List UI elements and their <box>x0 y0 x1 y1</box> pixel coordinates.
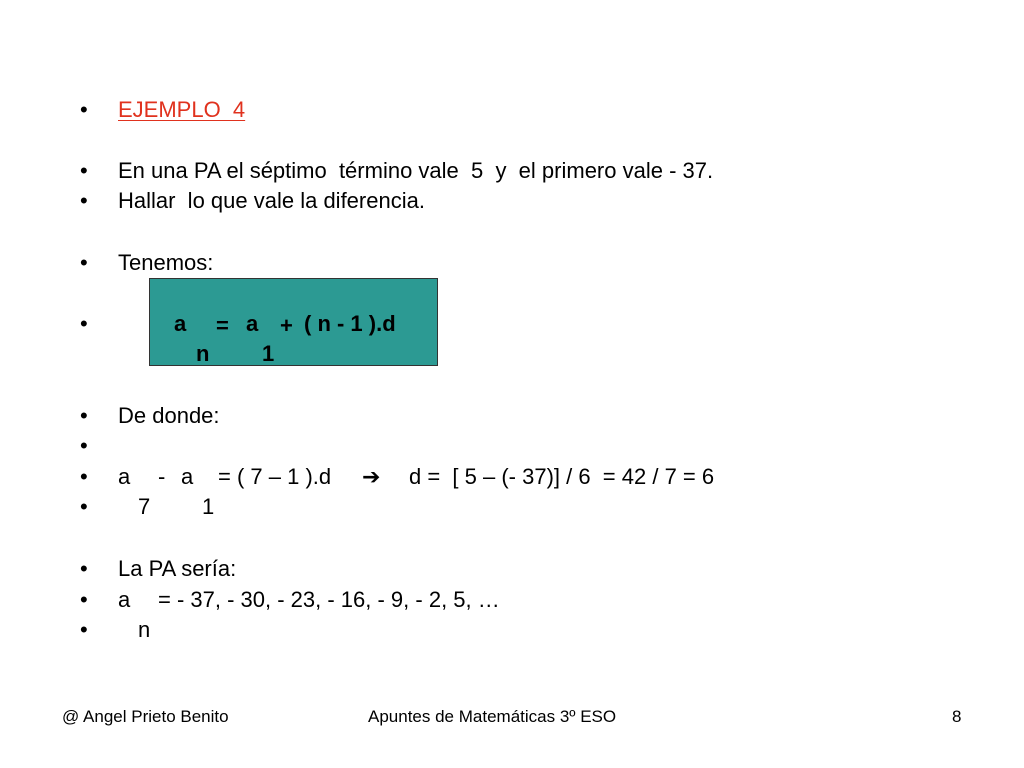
bullet-icon: • <box>80 617 88 642</box>
bullet-icon: • <box>80 188 88 213</box>
sequence-values: = - 37, - 30, - 23, - 16, - 9, - 2, 5, … <box>158 587 500 612</box>
bullet-icon: • <box>80 433 88 458</box>
footer-author: @ Angel Prieto Benito <box>62 707 229 726</box>
bullet-icon: • <box>80 158 88 183</box>
formula-equals: = <box>216 313 229 338</box>
calc-rhs: = ( 7 – 1 ).d <box>218 464 332 489</box>
formula-plus: + <box>280 313 293 338</box>
calc-minus: - <box>158 464 166 489</box>
formula-rest: ( n - 1 ).d <box>304 311 396 336</box>
calc-a1: a <box>181 464 194 489</box>
formula-subscript-1: 1 <box>262 341 275 366</box>
tenemos-text: Tenemos: <box>118 250 214 275</box>
statement-line-1 <box>0 156 714 186</box>
bullet-icon: • <box>80 311 88 336</box>
bullet-icon: • <box>80 464 88 489</box>
calc-a7: a <box>118 464 131 489</box>
formula-subscript-n: n <box>196 341 210 366</box>
calc-subscript-line <box>0 492 215 522</box>
formula-a1: a <box>246 311 259 336</box>
title-line <box>0 95 246 125</box>
calc-subscript-1: 1 <box>202 494 215 519</box>
la-pa-text: La PA sería: <box>118 556 237 581</box>
de-donde-line <box>0 401 220 431</box>
formula-box <box>149 278 438 366</box>
arrow-right-icon: ➔ <box>362 464 381 489</box>
empty-bullet-line <box>0 431 88 461</box>
calc-line <box>0 462 715 492</box>
calc-result: d = [ 5 – (- 37)] / 6 = 42 / 7 = 6 <box>409 464 715 489</box>
sequence-line <box>0 585 500 615</box>
footer-page-number: 8 <box>952 707 962 726</box>
la-pa-line <box>0 554 237 584</box>
bullet-icon: • <box>80 97 88 122</box>
bullet-icon: • <box>80 494 88 519</box>
sequence-subscript-n: n <box>138 617 151 642</box>
sequence-a: a <box>118 587 131 612</box>
calc-subscript-7: 7 <box>138 494 151 519</box>
bullet-icon: • <box>80 587 88 612</box>
bullet-icon: • <box>80 556 88 581</box>
de-donde-text: De donde: <box>118 403 220 428</box>
tenemos-line <box>0 248 214 278</box>
footer-course: Apuntes de Matemáticas 3º ESO <box>368 707 617 726</box>
sequence-subscript-line <box>0 615 151 645</box>
bullet-icon: • <box>80 403 88 428</box>
statement-text-2: Hallar lo que vale la diferencia. <box>118 188 425 213</box>
formula-a: a <box>174 311 187 336</box>
slide-title: EJEMPLO 4 <box>118 97 246 122</box>
statement-text-1: En una PA el séptimo término vale 5 y el primero vale - 37. <box>118 158 714 183</box>
statement-line-2 <box>0 186 425 216</box>
bullet-icon: • <box>80 250 88 275</box>
formula-bullet-line <box>0 309 88 339</box>
